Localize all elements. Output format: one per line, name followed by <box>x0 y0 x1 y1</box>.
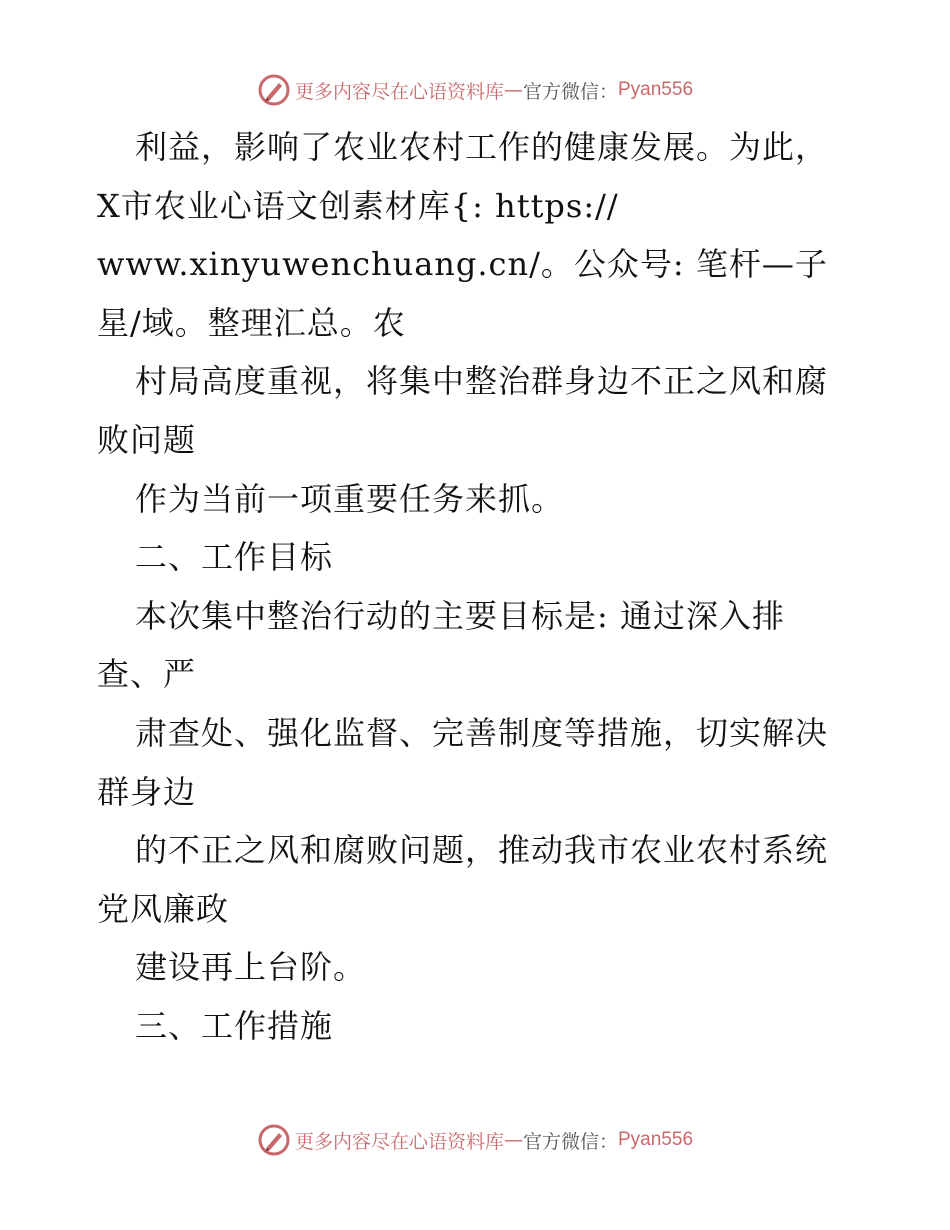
body-line: 败问题 <box>97 420 197 459</box>
body-line: 作为当前一项重要任务来抓。 <box>135 479 565 518</box>
body-line: 建设再上台阶。 <box>135 948 367 987</box>
body-line: 利益，影响了农业农村工作的健康发展。为此， <box>135 128 829 166</box>
pen-nib-logo-icon <box>257 1123 291 1157</box>
body-line: 的不正之风和腐败问题，推动我市农业农村系统 <box>135 831 829 870</box>
body-line: X市农业心语文创素材库{: https:// <box>97 186 619 225</box>
section-heading: 三、工作措施 <box>135 1006 334 1045</box>
body-line: 查、严 <box>97 655 197 694</box>
footer-banner <box>0 1120 950 1160</box>
header-separator: — <box>503 79 523 101</box>
body-line: www.xinyuwenchuang.cn/。公众号: 笔杆—子 <box>97 245 828 284</box>
header-wechat-id: Pyan556 <box>618 79 694 100</box>
header-promo-text: 更多内容尽在心语资料库 <box>294 80 504 103</box>
header-banner <box>0 70 950 110</box>
pen-nib-logo-icon <box>257 73 291 107</box>
footer-wechat-label: 官方微信： <box>522 1130 618 1153</box>
document-body <box>97 118 877 1056</box>
body-line: 群身边 <box>97 772 197 811</box>
section-heading: 二、工作目标 <box>135 538 334 577</box>
body-line: 星/域。整理汇总。农 <box>97 303 406 342</box>
footer-wechat-id: Pyan556 <box>618 1129 694 1150</box>
body-line: 村局高度重视，将集中整治群身边不正之风和腐 <box>135 362 829 401</box>
body-line: 党风廉政 <box>97 889 230 928</box>
body-line: 本次集中整治行动的主要目标是: 通过深入排 <box>135 596 785 635</box>
footer-promo-text: 更多内容尽在心语资料库 <box>294 1130 504 1153</box>
header-wechat-label: 官方微信： <box>522 80 618 103</box>
body-line: 肃查处、强化监督、完善制度等措施，切实解决 <box>135 713 829 752</box>
footer-separator: — <box>503 1129 523 1151</box>
